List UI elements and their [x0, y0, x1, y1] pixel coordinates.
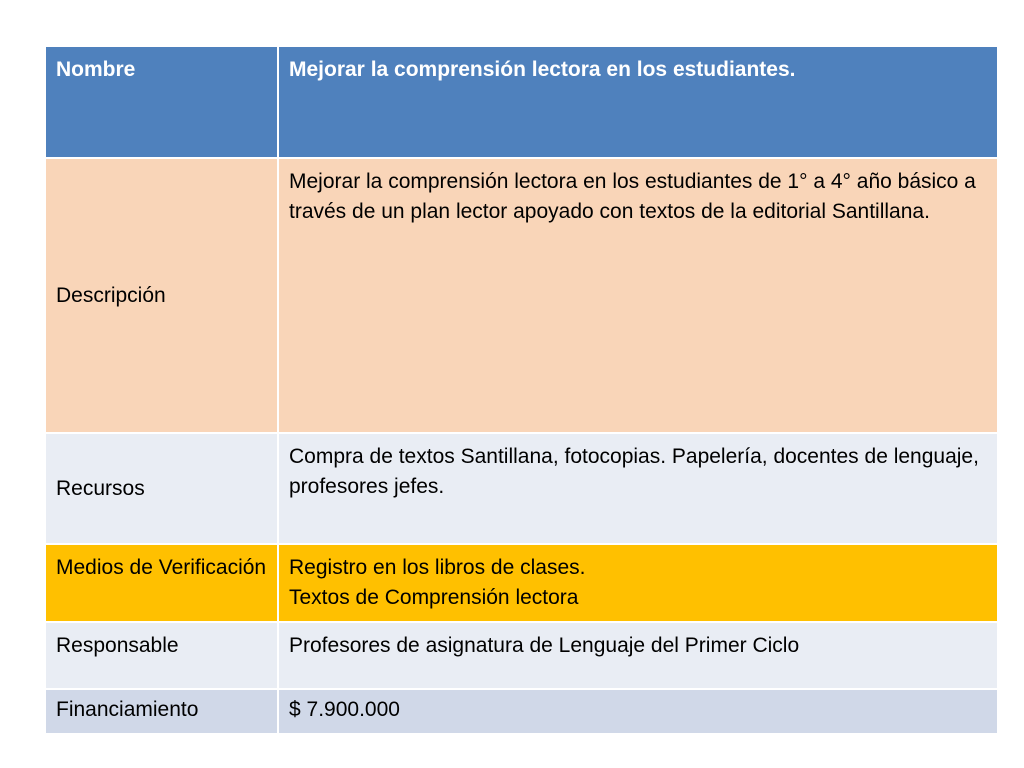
table-row-descripcion [45, 158, 998, 433]
row-value-descripcion: Mejorar la comprensión lectora en los estudiantes de 1° a 4° año básico a través de un plan lector apoyado con textos de la editorial Santillana. [278, 158, 998, 433]
row-label-responsable: Responsable [45, 622, 278, 689]
row-label-recursos: Recursos [45, 433, 278, 544]
row-label-medios-verificacion: Medios de Verificación [45, 544, 278, 622]
row-value-nombre: Mejorar la comprensión lectora en los estudiantes. [278, 46, 998, 158]
verificacion-line-2: Textos de Comprensión lectora [289, 586, 579, 609]
verificacion-line-1: Registro en los libros de clases. [289, 556, 586, 579]
row-label-nombre: Nombre [45, 46, 278, 158]
row-value-medios-verificacion [278, 544, 998, 622]
table-row-medios-verificacion [45, 544, 998, 622]
row-label-descripcion: Descripción [45, 158, 278, 433]
table-row-recursos [45, 433, 998, 544]
table-row-responsable [45, 622, 998, 689]
row-label-financiamiento: Financiamiento [45, 689, 278, 734]
project-plan-table [44, 45, 999, 735]
row-value-recursos: Compra de textos Santillana, fotocopias. Papelería, docentes de lenguaje, profesores jefes. [278, 433, 998, 544]
table-row-nombre [45, 46, 998, 158]
table-row-financiamiento [45, 689, 998, 734]
row-value-responsable: Profesores de asignatura de Lenguaje del Primer Ciclo [278, 622, 998, 689]
row-value-financiamiento: $ 7.900.000 [278, 689, 998, 734]
